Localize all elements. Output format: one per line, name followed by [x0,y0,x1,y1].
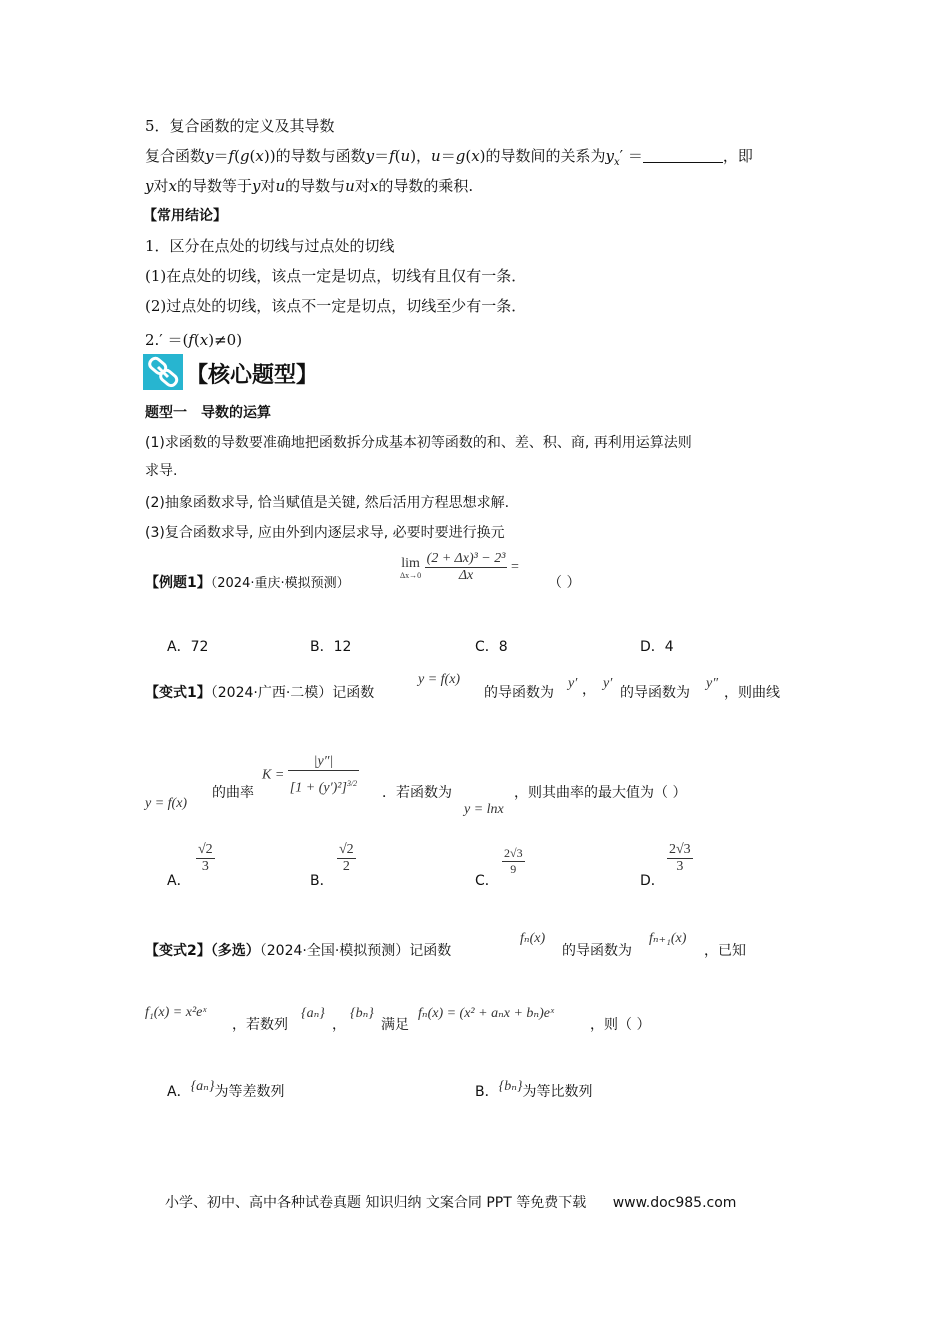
variant-1-y-prime: y′ [568,676,578,691]
type-1-tip-2: (2)抽象函数求导, 恰当赋值是关键, 然后活用方程思想求解. [145,495,510,511]
variant-1-option-b-value: $\frac{√2}{2}$ [339,842,354,874]
variant-1-label: 【变式1】（2024·广西·二模）记函数 [145,685,375,701]
footer [165,1192,736,1212]
example-1-limit: lim Δx→0 $\frac{\text{(2 + Δx)³ − 2³}}{\Delta x}$ = [400,551,519,583]
variant-2-text-2: ，已知 [704,943,746,959]
variant-1-y-double-prime: y″ [706,676,719,691]
variant-1-y-prime-2: y′ [603,676,613,691]
variant-1-option-b[interactable]: B． [310,873,334,889]
core-title: 【核心题型】 [186,363,319,388]
example-1-denominator: Δx [458,568,474,583]
variant-1-option-c-value: $\frac{2√3}{9}$ [504,846,523,876]
variant-1-text-2: ， [582,682,596,698]
type-1-tip-1-cont: 求导. [145,463,178,479]
variant-2-text-6: ，则（ ） [590,1017,651,1033]
variant-2-bn: {bₙ} [350,1006,374,1021]
variant-2-fn-formula: fₙ(x) = (x² + aₙx + bₙ)eˣ [418,1006,554,1021]
example-1-option-c[interactable]: C．8 [475,639,508,655]
variant-2-option-b[interactable]: B．{bₙ}为等比数列 [475,1079,593,1100]
example-1-answer-paren: （ ） [548,575,581,591]
example-1-numerator: (2 + Δx)³ − 2³ [426,551,506,566]
variant-2-option-a[interactable]: A．{aₙ}为等差数列 [167,1079,285,1100]
variant-1-text-7: ，则其曲率的最大值为（ ） [514,785,687,801]
answer-blank[interactable] [643,148,723,163]
section-5-line-2: y对x的导数等于y对u的导数与u对x的导数的乘积. [145,177,474,195]
type-1-heading: 题型一 导数的运算 [145,405,271,421]
variant-1-option-c[interactable]: C． [475,873,499,889]
variant-1-option-a[interactable]: A． [167,873,191,889]
variant-1-option-d-value: $\frac{2√3}{3}$ [669,842,691,874]
variant-1-function: y = f(x) [418,672,461,687]
type-1-tip-1: (1)求函数的导数要准确地把函数拆分成基本初等函数的和、差、积、商, 再利用运算法则 [145,435,692,451]
variant-1-text-5: 的曲率 [212,785,254,801]
example-1-option-a[interactable]: A．72 [167,639,209,655]
example-1-option-d[interactable]: D．4 [640,639,674,655]
variant-1-curve: y = f(x) [145,796,188,811]
conclusion-point-4: 2.′ ＝(f(x)≠0) [145,331,243,349]
variant-1-text-6: ．若函数为 [382,785,452,801]
type-1-tip-3: (3)复合函数求导, 应由外到内逐层求导, 必要时要进行换元 [145,525,505,541]
variant-2-text-4: ， [332,1017,346,1033]
variant-1-option-d[interactable]: D． [640,873,665,889]
variant-1-text-3: 的导函数为 [620,685,690,701]
example-1-label: 【例题1】（2024·重庆·模拟预测） [145,575,350,591]
conclusion-point-3: (2)过点处的切线，该点不一定是切点，切线至少有一条． [145,297,527,315]
variant-1-text-4: ，则曲线 [724,685,780,701]
section-5-heading: 5．复合函数的定义及其导数 [145,117,335,135]
conclusion-point-2: (1)在点处的切线，该点一定是切点，切线有且仅有一条． [145,267,527,285]
variant-2-text-5: 满足 [381,1017,409,1033]
conclusion-point-1: 1．区分在点处的切线与过点处的切线 [145,237,395,255]
variant-1-lnx: y = lnx [464,802,504,817]
footer-text: 小学、初中、高中各种试卷真题 知识归纳 文案合同 PPT 等免费下载 [165,1195,587,1211]
variant-2-label: 【变式2】（多选）（2024·全国·模拟预测）记函数 [145,943,452,959]
variant-2-f1: f₁(x) = x²eˣ [145,1005,207,1020]
variant-2-an: {aₙ} [301,1006,325,1021]
variant-2-text-1: 的导函数为 [562,943,632,959]
variant-2-fn1: fₙ₊₁(x) [649,931,687,946]
variant-1-text-1: 的导函数为 [484,685,554,701]
example-1-option-b[interactable]: B．12 [310,639,352,655]
conclusion-title: 【常用结论】 [143,208,227,224]
variant-2-fn: fₙ(x) [520,931,546,946]
variant-1-option-a-value: $\frac{√2}{3}$ [198,842,213,874]
variant-1-curvature-formula: K = $\frac{|y''|}{[1 + (y')^2]^{3/2}}$ [262,754,358,796]
variant-2-text-3: ，若数列 [232,1017,288,1033]
section-5-line-1: 复合函数y＝f(g(x))的导数与函数y＝f(u)，u＝g(x)的导数间的关系为$y_x'$ ＝ ，即 [145,147,753,168]
chain-link-icon [143,354,183,390]
footer-site-link[interactable]: www.doc985.com [612,1195,737,1211]
